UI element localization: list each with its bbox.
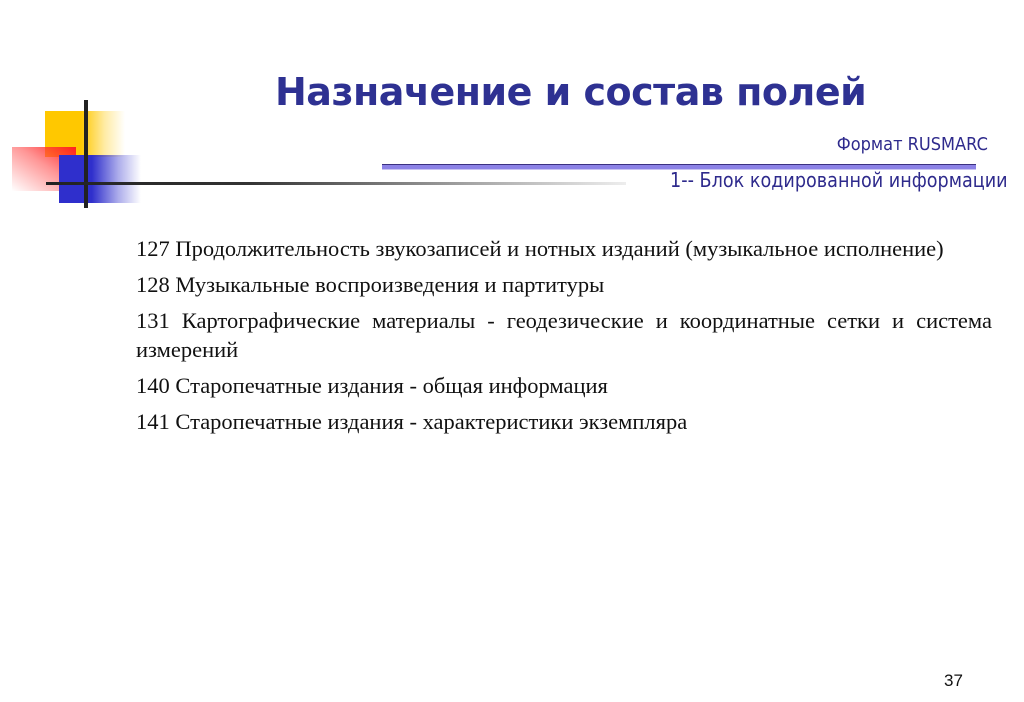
decor-vertical-line bbox=[84, 100, 88, 208]
slide-subtitle: Формат RUSMARC bbox=[836, 134, 988, 155]
field-item-141: 141 Старопечатные издания - характеристики экземпляра bbox=[136, 409, 688, 434]
page-number: 37 bbox=[944, 671, 963, 690]
block-label: 1-- Блок кодированной информации bbox=[670, 168, 1008, 192]
field-item-128: 128 Музыкальные воспроизведения и партитуры bbox=[136, 272, 605, 297]
field-list bbox=[136, 234, 992, 443]
slide-title: Назначение и состав полей bbox=[275, 70, 867, 114]
decor-blue-square bbox=[59, 155, 141, 203]
field-item-140: 140 Старопечатные издания - общая информация bbox=[136, 373, 608, 398]
field-item-127: 127 Продолжительность звукозаписей и нотных изданий (музыкальное исполнение) bbox=[136, 236, 944, 261]
field-item-131: 131 Картографические материалы - геодезические и координатные сетки и система измерений bbox=[136, 308, 992, 362]
decor-horizontal-line bbox=[46, 182, 626, 185]
